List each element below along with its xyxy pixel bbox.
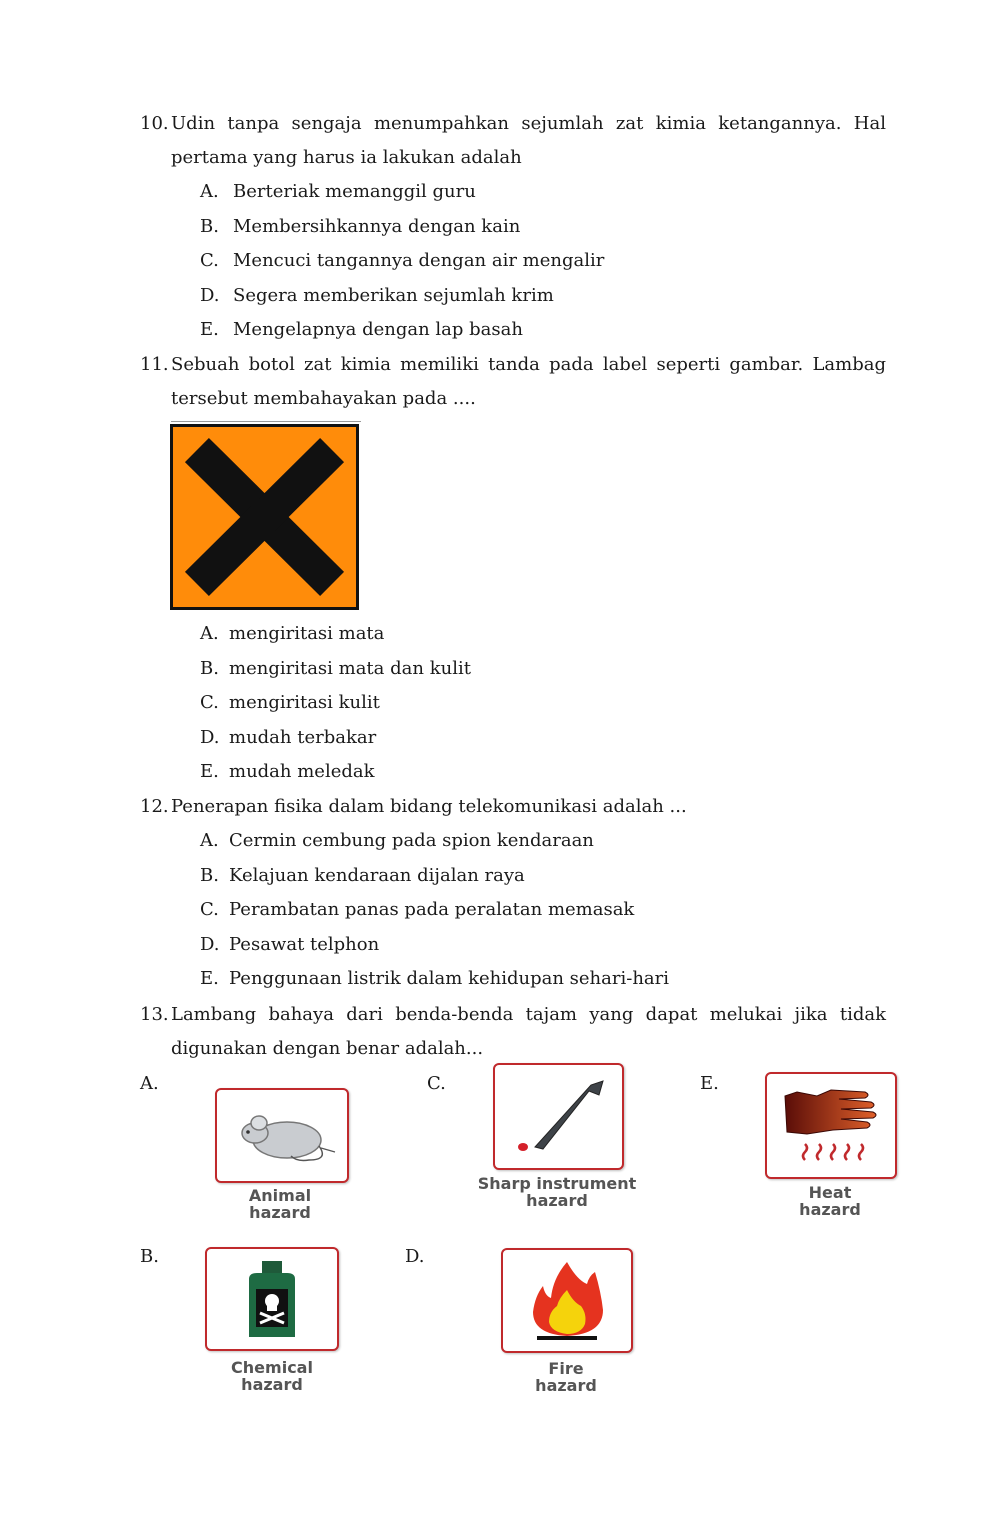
option-c[interactable]: C. Perambatan panas pada peralatan memasak xyxy=(200,899,635,920)
option-d-letter[interactable]: D. xyxy=(405,1246,425,1267)
hazard-frame xyxy=(205,1247,339,1351)
poison-bottle-icon xyxy=(207,1249,337,1349)
option-b[interactable]: B. Membersihkannya dengan kain xyxy=(200,215,521,237)
option-a[interactable]: A. Cermin cembung pada spion kendaraan xyxy=(200,830,594,851)
flame-icon xyxy=(503,1250,631,1351)
option-a-letter[interactable]: A. xyxy=(140,1073,159,1094)
option-a[interactable]: A. Berteriak memanggil guru xyxy=(200,181,476,202)
question-12-options xyxy=(200,824,669,997)
hazard-frame xyxy=(501,1248,633,1353)
option-c[interactable]: C. mengiritasi kulit xyxy=(200,692,380,713)
question-11 xyxy=(140,348,886,416)
question-text: Udin tanpa sengaja menumpahkan sejumlah zat kimia ketangannya. Hal pertama yang harus ia lakukan adalah xyxy=(171,113,886,168)
hazard-label: Sharp instrument hazard xyxy=(477,1174,637,1210)
question-10 xyxy=(140,107,886,175)
question-10-options xyxy=(200,175,604,348)
option-c[interactable]: C. Mencuci tangannya dengan air mengalir xyxy=(200,250,605,271)
hazard-label: Animal hazard xyxy=(248,1186,312,1222)
option-e[interactable]: E. Penggunaan listrik dalam kehidupan sehari-hari xyxy=(200,968,669,989)
option-a[interactable]: A. mengiritasi mata xyxy=(200,623,385,644)
mouse-icon xyxy=(217,1090,347,1181)
option-c-letter[interactable]: C. xyxy=(427,1073,446,1094)
option-d[interactable]: D. Pesawat telphon xyxy=(200,933,380,955)
irritant-x-icon xyxy=(170,424,360,610)
option-b[interactable]: B. mengiritasi mata dan kulit xyxy=(200,657,471,679)
question-13 xyxy=(140,998,886,1066)
question-11-options xyxy=(200,617,471,790)
option-e-letter[interactable]: E. xyxy=(700,1073,719,1094)
question-text: Lambang bahaya dari benda-benda tajam yang dapat melukai jika tidak digunakan dengan benar adalah... xyxy=(171,1004,886,1059)
question-number: 10. xyxy=(140,113,169,134)
question-12 xyxy=(140,790,886,824)
option-e[interactable]: E. Mengelapnya dengan lap basah xyxy=(200,319,523,340)
option-d[interactable]: D. mudah terbakar xyxy=(200,726,377,748)
question-number: 13. xyxy=(140,1004,169,1025)
option-b[interactable]: B. Kelajuan kendaraan dijalan raya xyxy=(200,864,525,886)
hazard-label: Heat hazard xyxy=(799,1183,861,1219)
irritant-symbol-divider xyxy=(171,421,361,422)
question-number: 11. xyxy=(140,354,169,375)
question-text: Penerapan fisika dalam bidang telekomunikasi adalah ... xyxy=(171,796,687,817)
hazard-label: Chemical hazard xyxy=(231,1358,313,1394)
hazard-frame xyxy=(765,1072,897,1179)
option-d[interactable]: D. Segera memberikan sejumlah krim xyxy=(200,284,554,306)
question-text: Sebuah botol zat kimia memiliki tanda pada label seperti gambar. Lambag tersebut membahayakan pada .... xyxy=(171,354,886,409)
question-number: 12. xyxy=(140,796,169,817)
scalpel-icon xyxy=(495,1065,622,1168)
option-e[interactable]: E. mudah meledak xyxy=(200,761,375,782)
hot-hand-icon xyxy=(767,1074,895,1177)
hazard-frame xyxy=(215,1088,349,1183)
option-b-letter[interactable]: B. xyxy=(140,1246,159,1267)
hazard-label: Fire hazard xyxy=(535,1359,597,1395)
hazard-frame xyxy=(493,1063,624,1170)
